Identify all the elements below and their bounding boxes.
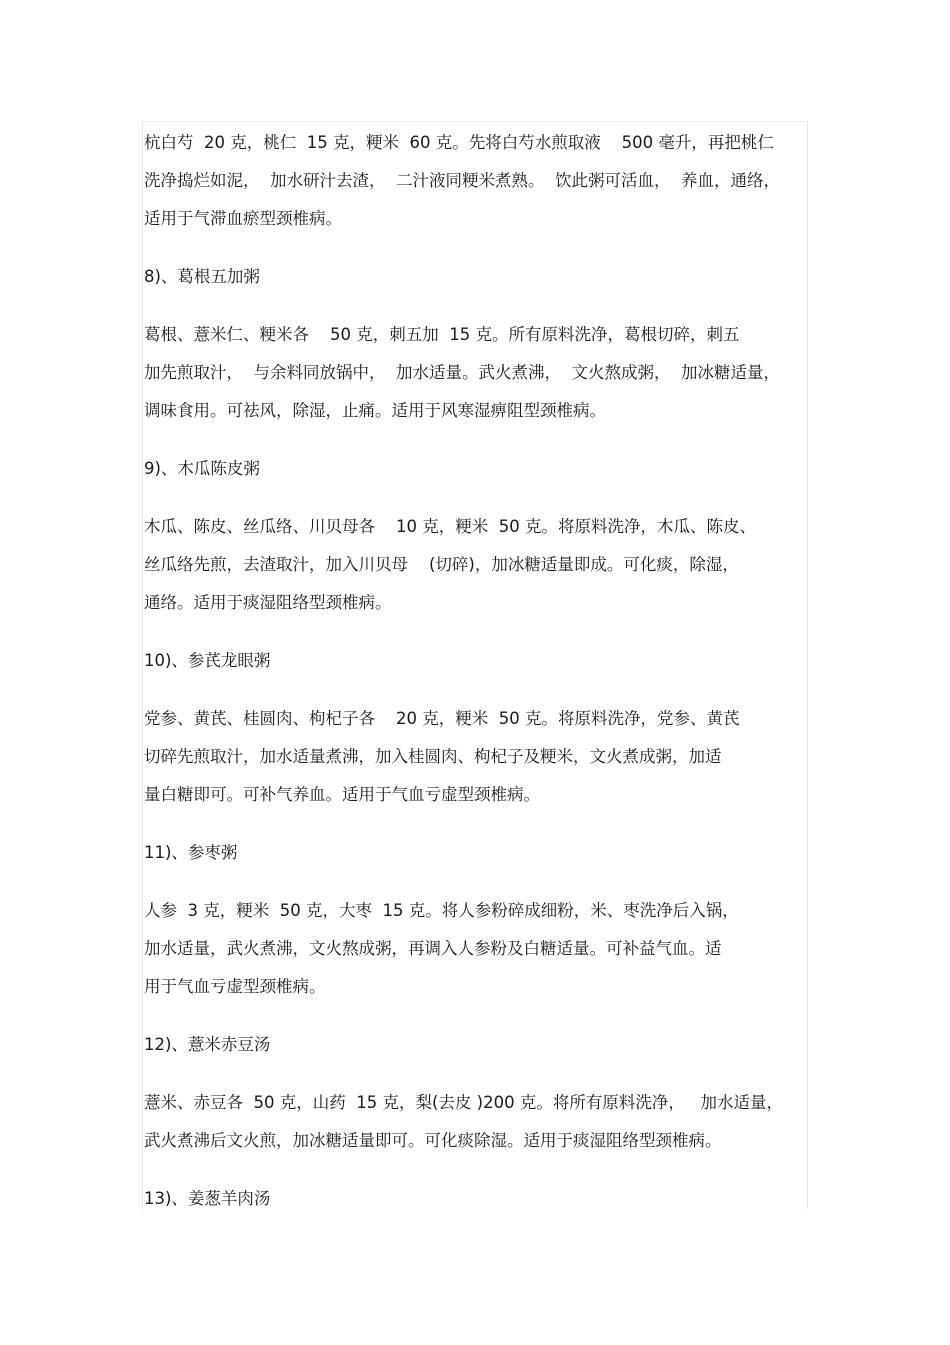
text-line: 党参、黄芪、桂圆肉、枸杞子各 20 克，粳米 50 克。将原料洗净，党参、黄芪 [144,709,740,728]
section-heading-8: 8)、葛根五加粥 [144,267,260,286]
paragraph-0 [144,124,808,238]
text-line: 杭白芍 20 克，桃仁 15 克，粳米 60 克。先将白芍水煎取液 500 毫升，再把桃仁 [144,133,774,152]
text-line: 量白糖即可。可补气养血。适用于气血亏虚型颈椎病。 [144,785,540,804]
paragraph-8 [144,316,808,430]
text-line: 调味食用。可祛风，除湿，止痛。适用于风寒湿痹阻型颈椎病。 [144,401,606,420]
text-line: 用于气血亏虚型颈椎病。 [144,977,326,996]
text-line: 丝瓜络先煎，去渣取汁，加入川贝母 (切碎)，加冰糖适量即成。可化痰，除湿， [144,555,739,574]
section-heading-13: 13)、姜葱羊肉汤 [144,1189,271,1208]
text-line: 葛根、薏米仁、粳米各 50 克，刺五加 15 克。所有原料洗净，葛根切碎，刺五 [144,325,740,344]
section-heading-10: 10)、参芪龙眼粥 [144,651,271,670]
text-line: 洗净捣烂如泥， 加水研汁去渣， 二汁液同粳米煮熟。 饮此粥可活血， 养血，通络， [144,171,780,190]
paragraph-10 [144,700,808,814]
paragraph-11 [144,892,808,1006]
paragraph-9 [144,508,808,622]
text-line: 薏米、赤豆各 50 克，山药 15 克，梨(去皮 )200 克。将所有原料洗净， 加水适量， [144,1093,784,1112]
section-heading-9: 9)、木瓜陈皮粥 [144,459,260,478]
text-line: 通络。适用于痰湿阻络型颈椎病。 [144,593,392,612]
document-body [144,124,808,1218]
text-line: 人参 3 克，粳米 50 克，大枣 15 克。将人参粉碎成细粉，米、枣洗净后入锅， [144,901,739,920]
text-line: 武火煮沸后文火煎，加冰糖适量即可。可化痰除湿。适用于痰湿阻络型颈椎病。 [144,1131,722,1150]
paragraph-12 [144,1084,808,1160]
text-line: 适用于气滞血瘀型颈椎病。 [144,209,342,228]
text-line: 加先煎取汁， 与余料同放锅中， 加水适量。武火煮沸， 文火熬成粥， 加冰糖适量， [144,363,780,382]
text-line: 切碎先煎取汁，加水适量煮沸，加入桂圆肉、枸杞子及粳米，文火煮成粥，加适 [144,747,722,766]
section-heading-11: 11)、参枣粥 [144,843,238,862]
text-line: 加水适量，武火煮沸，文火熬成粥，再调入人参粉及白糖适量。可补益气血。适 [144,939,722,958]
text-line: 木瓜、陈皮、丝瓜络、川贝母各 10 克，粳米 50 克。将原料洗净，木瓜、陈皮、 [144,517,756,536]
section-heading-12: 12)、薏米赤豆汤 [144,1035,271,1054]
